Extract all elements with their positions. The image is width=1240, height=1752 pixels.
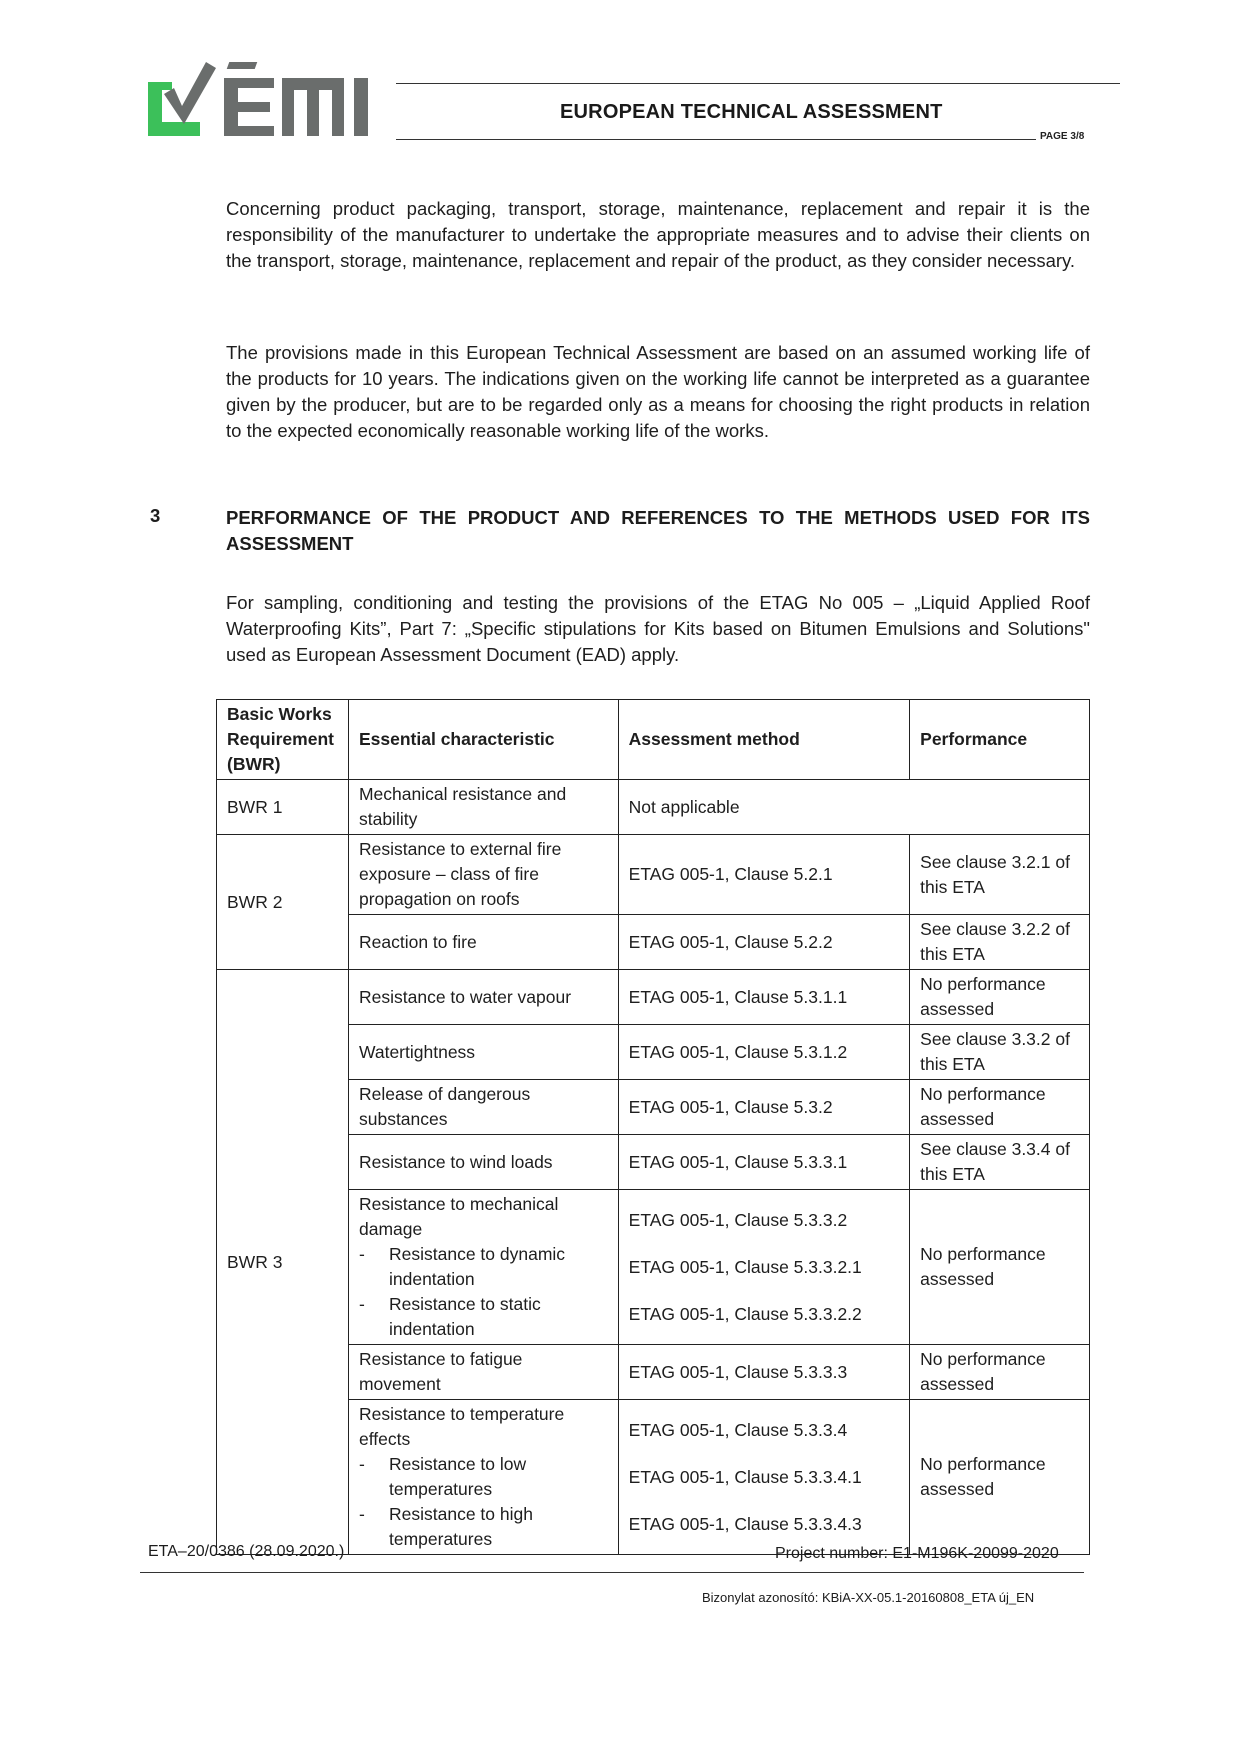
- document-id: Bizonylat azonosító: KBiA-XX-05.1-20160808_ETA új_EN: [702, 1590, 1035, 1605]
- emi-logo: [148, 60, 378, 140]
- characteristic-cell: Release of dangerous substances: [348, 1080, 618, 1135]
- sub-characteristic: - Resistance to high temperatures: [359, 1502, 608, 1552]
- packaging-paragraph: Concerning product packaging, transport, storage, maintenance, replacement and repair it is the responsibility of the manufacturer to undertake the appropriate measures and to advise their clients on the transport, storage, maintenance, replacement and repair of the product, as they consider necessary.: [226, 198, 1090, 271]
- sub-characteristic: - Resistance to dynamic indentation: [359, 1242, 608, 1292]
- performance-cell: See clause 3.3.4 of this ETA: [910, 1135, 1090, 1190]
- emi-logo-icon: [148, 60, 378, 140]
- characteristic-cell: [348, 1400, 618, 1555]
- dash-bullet: -: [358, 1454, 365, 1474]
- method-cell: ETAG 005-1, Clause 5.3.1.2: [618, 1025, 910, 1080]
- column-header-characteristic: Essential characteristic: [348, 700, 618, 780]
- sub-characteristic: - Resistance to static indentation: [359, 1292, 608, 1342]
- table-header-row: [217, 700, 1090, 780]
- characteristic-main: Resistance to temperature effects: [358, 1404, 565, 1449]
- header-rule-top: [396, 83, 1120, 84]
- sub-characteristic: - Resistance to low temperatures: [359, 1452, 608, 1502]
- eta-reference: ETA–20/0386 (28.09.2020.): [148, 1543, 345, 1560]
- method-cell: ETAG 005-1, Clause 5.2.2: [618, 915, 910, 970]
- bwr-cell: BWR 3: [217, 970, 349, 1555]
- page-number: PAGE 3/8: [1040, 131, 1085, 142]
- method-cell: ETAG 005-1, Clause 5.3.3.1: [618, 1135, 910, 1190]
- header-rule-bottom: [396, 139, 1036, 140]
- bwr-cell: BWR 2: [217, 835, 349, 970]
- method-cell: ETAG 005-1, Clause 5.3.3.4 ETAG 005-1, Clause 5.3.3.4.1 ETAG 005-1, Clause 5.3.3.4.3: [618, 1400, 910, 1555]
- performance-cell: No performance assessed: [910, 1080, 1090, 1135]
- method-cell: ETAG 005-1, Clause 5.3.1.1: [618, 970, 910, 1025]
- document-title: EUROPEAN TECHNICAL ASSESSMENT: [560, 101, 943, 123]
- characteristic-cell: Watertightness: [348, 1025, 618, 1080]
- method-cell: ETAG 005-1, Clause 5.3.3.2 ETAG 005-1, Clause 5.3.3.2.1 ETAG 005-1, Clause 5.3.3.2.2: [618, 1190, 910, 1345]
- dash-bullet: -: [358, 1244, 365, 1264]
- column-header-method: Assessment method: [618, 700, 910, 780]
- sampling-paragraph: For sampling, conditioning and testing the provisions of the ETAG No 005 – „Liquid Applied Roof Waterproofing Kits”, Part 7: „Specific stipulations for Kits based on Bitumen Emulsions and Solutions" used as European Assessment Document (EAD) apply.: [226, 592, 1090, 665]
- method-cell: Not applicable: [618, 780, 1089, 835]
- characteristic-main: Resistance to mechanical damage: [358, 1194, 559, 1239]
- performance-cell: See clause 3.3.2 of this ETA: [910, 1025, 1090, 1080]
- section-heading: PERFORMANCE OF THE PRODUCT AND REFERENCES TO THE METHODS USED FOR ITS ASSESSMENT: [226, 507, 1090, 554]
- section-number: 3: [150, 505, 161, 526]
- performance-cell: No performance assessed: [910, 1345, 1090, 1400]
- performance-cell: No performance assessed: [910, 1400, 1090, 1555]
- characteristic-cell: Resistance to fatigue movement: [348, 1345, 618, 1400]
- characteristic-cell: Resistance to external fire exposure – class of fire propagation on roofs: [348, 835, 618, 915]
- table-row: [217, 970, 1090, 1025]
- performance-cell: No performance assessed: [910, 970, 1090, 1025]
- method-cell: ETAG 005-1, Clause 5.3.2: [618, 1080, 910, 1135]
- dash-bullet: -: [358, 1504, 365, 1524]
- bwr-cell: BWR 1: [217, 780, 349, 835]
- column-header-bwr: Basic Works Requirement (BWR): [217, 700, 349, 780]
- characteristic-cell: Mechanical resistance and stability: [348, 780, 618, 835]
- performance-table: [216, 699, 1090, 1555]
- project-number: Project number: E1-M196K-20099-2020: [775, 1545, 1059, 1562]
- column-header-performance: Performance: [910, 700, 1090, 780]
- characteristic-cell: Resistance to water vapour: [348, 970, 618, 1025]
- footer-rule: [140, 1572, 1084, 1573]
- table-row: [217, 780, 1090, 835]
- method-cell: ETAG 005-1, Clause 5.2.1: [618, 835, 910, 915]
- performance-cell: No performance assessed: [910, 1190, 1090, 1345]
- method-cell: ETAG 005-1, Clause 5.3.3.3: [618, 1345, 910, 1400]
- working-life-paragraph: The provisions made in this European Technical Assessment are based on an assumed working life of the products for 10 years. The indications given on the working life cannot be interpreted as a guarantee given by the producer, but are to be regarded only as a means for choosing the right products in relation to the expected economically reasonable working life of the works.: [226, 342, 1090, 441]
- table-row: [217, 835, 1090, 915]
- performance-cell: See clause 3.2.2 of this ETA: [910, 915, 1090, 970]
- characteristic-cell: [348, 1190, 618, 1345]
- dash-bullet: -: [358, 1294, 365, 1314]
- characteristic-cell: Reaction to fire: [348, 915, 618, 970]
- performance-cell: See clause 3.2.1 of this ETA: [910, 835, 1090, 915]
- characteristic-cell: Resistance to wind loads: [348, 1135, 618, 1190]
